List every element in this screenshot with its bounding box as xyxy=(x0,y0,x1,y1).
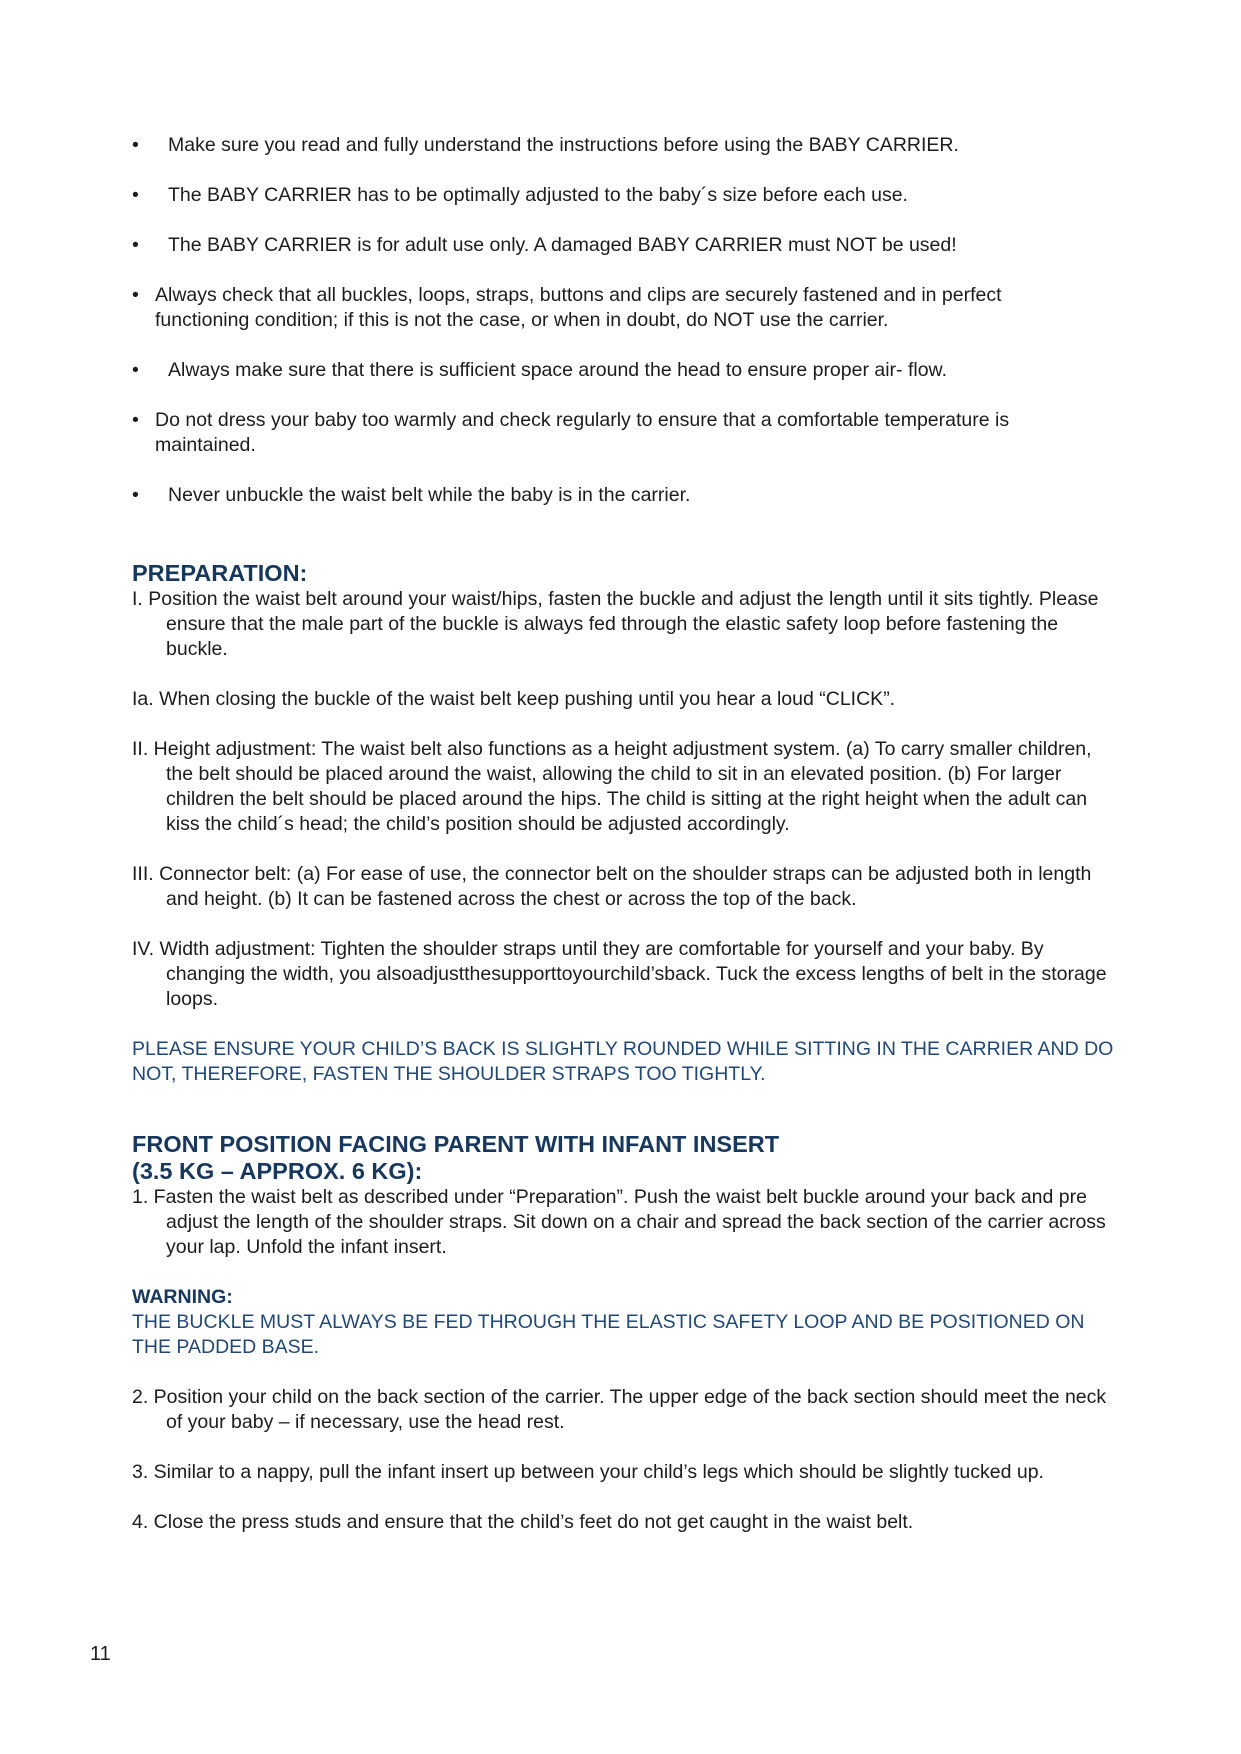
preparation-section xyxy=(132,560,1122,1112)
bullet-item xyxy=(132,233,1092,258)
bullet-text: The BABY CARRIER is for adult use only. A damaged BABY CARRIER must NOT be used! xyxy=(168,234,957,256)
bullet-text: Never unbuckle the waist belt while the baby is in the carrier. xyxy=(168,484,691,506)
safety-bullet-list xyxy=(132,133,1092,533)
preparation-step: III. Connector belt: (a) For ease of use, the connector belt on the shoulder straps can be adjusted both in length and height. (b) It can be fastened across the chest or across the top of the back. xyxy=(132,863,1092,910)
preparation-step: I. Position the waist belt around your waist/hips, fasten the buckle and adjust the length until it sits tightly. Please ensure that the male part of the buckle is always fed through the elastic safety loop before fastening the buckle. xyxy=(132,588,1099,660)
preparation-step: II. Height adjustment: The waist belt also functions as a height adjustment system. (a) To carry smaller children, the belt should be placed around the waist, allowing the child to sit in an elevated position. (b) For larger children the belt should be placed around the hips. The child is sitting at the right height when the adult can kiss the child´s head; the child’s position should be adjusted accordingly. xyxy=(132,738,1092,835)
bullet-text: Make sure you read and fully understand the instructions before using the BABY CARRIER. xyxy=(168,134,959,156)
bullet-item xyxy=(132,183,1092,208)
preparation-note: PLEASE ENSURE YOUR CHILD’S BACK IS SLIGHTLY ROUNDED WHILE SITTING IN THE CARRIER AND DO NOT, THEREFORE, FASTEN THE SHOULDER STRAPS TOO TIGHTLY. xyxy=(132,1038,1114,1085)
bullet-text: Always make sure that there is sufficient space around the head to ensure proper air- flow. xyxy=(168,359,947,381)
front-position-heading: FRONT POSITION FACING PARENT WITH INFANT INSERT xyxy=(132,1131,780,1157)
preparation-step: IV. Width adjustment: Tighten the shoulder straps until they are comfortable for yourself and your baby. By changing the width, you alsoadjustthesupporttoyourchild’sback. Tuck the excess lengths of belt in the storage loops. xyxy=(132,938,1107,1010)
front-position-step: 1. Fasten the waist belt as described under “Preparation”. Push the waist belt buckle around your back and pre adjust the length of the shoulder straps. Sit down on a chair and spread the back section of the carrier across your lap. Unfold the infant insert. xyxy=(132,1186,1106,1258)
bullet-marker: • xyxy=(132,234,139,256)
front-position-step: 2. Position your child on the back section of the carrier. The upper edge of the back section should meet the neck of your baby – if necessary, use the head rest. xyxy=(132,1386,1107,1433)
page-number: 11 xyxy=(90,1643,111,1665)
preparation-step: Ia. When closing the buckle of the waist belt keep pushing until you hear a loud “CLICK”. xyxy=(132,688,896,710)
bullet-marker: • xyxy=(132,409,139,431)
bullet-text: The BABY CARRIER has to be optimally adjusted to the baby´s size before each use. xyxy=(168,184,908,206)
bullet-marker: • xyxy=(132,284,139,306)
bullet-item xyxy=(132,408,1092,458)
front-position-section xyxy=(132,1131,1122,1560)
bullet-text: Do not dress your baby too warmly and check regularly to ensure that a comfortable temperature is maintained. xyxy=(155,409,1010,456)
bullet-item xyxy=(132,283,1092,333)
front-position-step: 4. Close the press studs and ensure that the child’s feet do not get caught in the waist belt. xyxy=(132,1511,914,1533)
bullet-marker: • xyxy=(132,134,139,156)
front-position-step: 3. Similar to a nappy, pull the infant insert up between your child’s legs which should be slightly tucked up. xyxy=(132,1461,1044,1483)
bullet-item xyxy=(132,358,1092,383)
bullet-marker: • xyxy=(132,184,139,206)
bullet-text: Always check that all buckles, loops, straps, buttons and clips are securely fastened and in perfect functioning condition; if this is not the case, or when in doubt, do NOT use the carrier. xyxy=(155,284,1002,331)
bullet-item xyxy=(132,133,1092,158)
bullet-marker: • xyxy=(132,484,139,506)
warning-text: THE BUCKLE MUST ALWAYS BE FED THROUGH THE ELASTIC SAFETY LOOP AND BE POSITIONED ON THE PADDED BASE. xyxy=(132,1311,1085,1358)
bullet-item xyxy=(132,483,1092,508)
front-position-weight-range: (3.5 KG – APPROX. 6 KG): xyxy=(132,1158,423,1184)
bullet-marker: • xyxy=(132,359,139,381)
warning-title: WARNING: xyxy=(132,1286,233,1308)
preparation-heading: PREPARATION: xyxy=(132,560,308,586)
